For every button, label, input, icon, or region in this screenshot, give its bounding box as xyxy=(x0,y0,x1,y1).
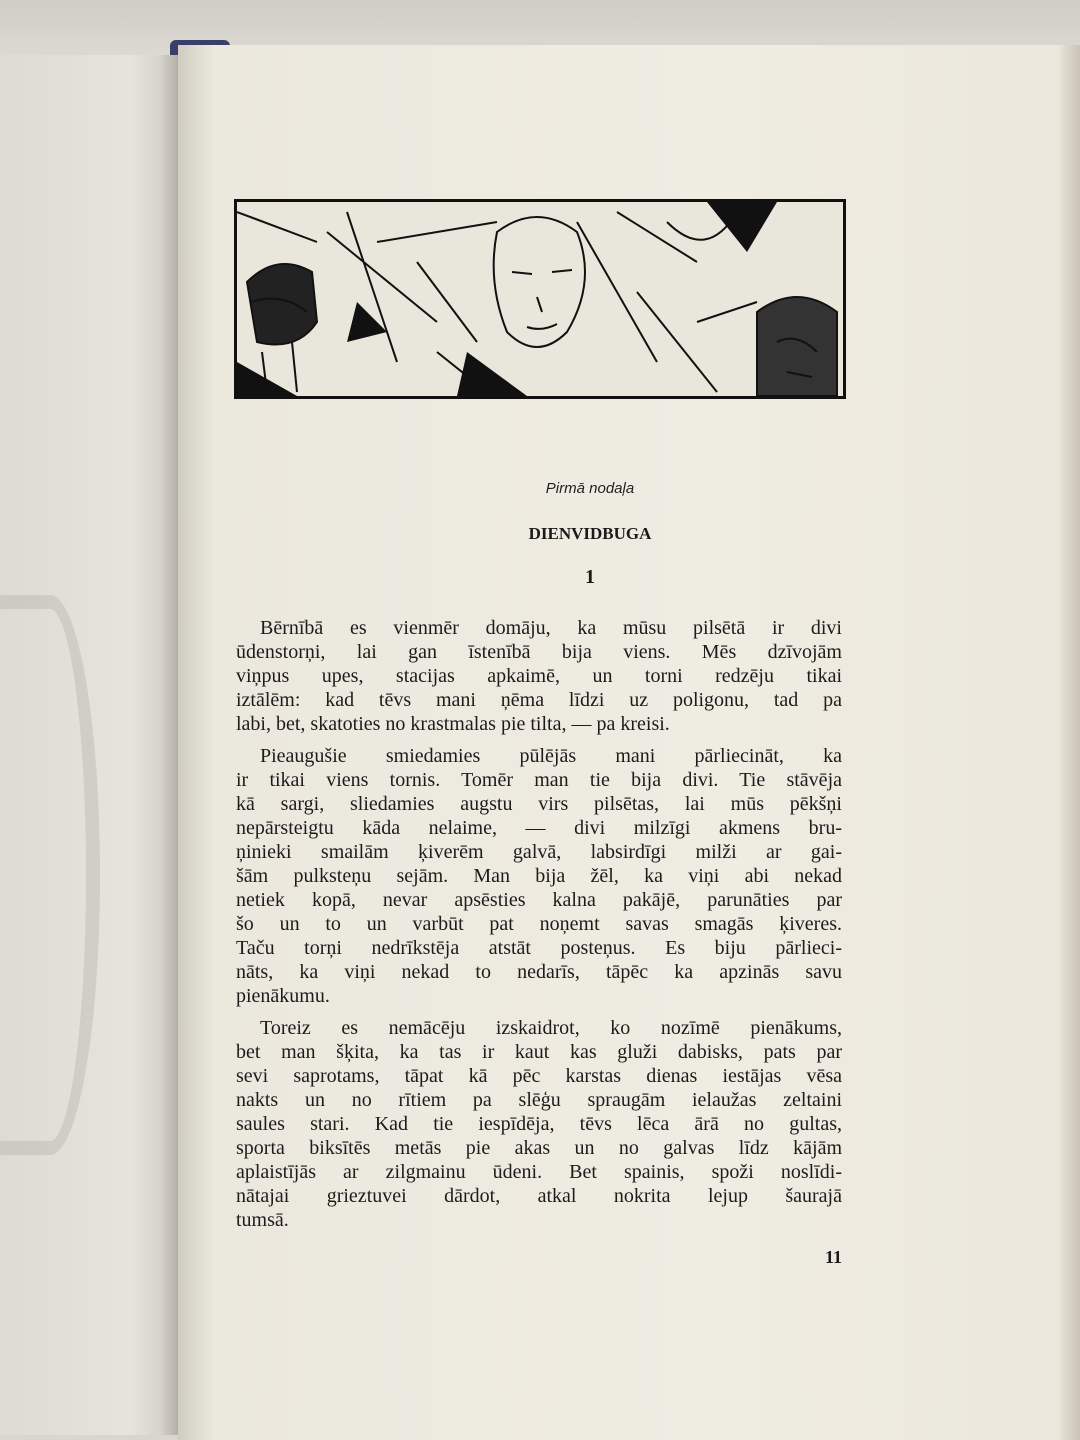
text-line: aplaistījās ar zilgmainu ūdeni. Bet spainis, spoži noslīdi- xyxy=(236,1161,842,1183)
text-line: netiek kopā, nevar apsēsties kalna pakājē, parunāties par xyxy=(236,889,842,911)
text-line: Bērnībā es vienmēr domāju, ka mūsu pilsētā ir divi xyxy=(260,617,842,639)
text-line: nakts un no rītiem pa slēģu spraugām ielaužas zeltaini xyxy=(236,1089,842,1111)
text-line: Toreiz es nemācēju izskaidrot, ko nozīmē pienākums, xyxy=(260,1017,842,1039)
text-line: ir tikai viens tornis. Tomēr man tie bija divi. Tie stāvēja xyxy=(236,769,842,791)
paragraph xyxy=(236,744,842,1008)
text-line: nāts, ka viņi nekad to nedarīs, tāpēc ka apzinās savu xyxy=(236,961,842,983)
text-line: Pieaugušie smiedamies pūlējās mani pārliecināt, ka xyxy=(260,745,842,767)
text-line: nātajai grieztuvei dārdot, atkal nokrita lejup šaurajā xyxy=(236,1185,842,1207)
text-line: bet man šķita, ka tas ir kaut kas gluži dabisks, pats par xyxy=(236,1041,842,1063)
text-line: Taču torņi nedrīkstēja atstāt posteņus. Es biju pārlieci- xyxy=(236,937,842,959)
text-line: sevi saprotams, tāpat kā pēc karstas dienas iestājas vēsa xyxy=(236,1065,842,1087)
page-number: 11 xyxy=(824,1247,842,1267)
text-line: ņinieki smailām ķiverēm galvā, labsirdīgi milži ar gai- xyxy=(236,841,842,863)
text-line: iztālēm: kad tēvs mani ņēma līdzi uz poligonu, tad pa xyxy=(236,689,842,711)
text-line: pienākumu. xyxy=(236,985,330,1007)
text-line: sporta biksītēs metās pie akas un no galvas līdz kājām xyxy=(236,1137,842,1159)
text-line: labi, bet, skatoties no krastmalas pie tilta, — pa kreisi. xyxy=(236,713,670,735)
chapter-label: Pirmā nodaļa xyxy=(545,480,635,497)
bleed-through-illustration xyxy=(0,595,100,1155)
text-line: tumsā. xyxy=(236,1209,289,1231)
section-number: 1 xyxy=(585,566,595,588)
paragraph xyxy=(236,616,842,736)
text-line: šo un to un varbūt pat noņemt savas smagās ķiveres. xyxy=(236,913,842,935)
chapter-title: DIENVIDBUGA xyxy=(528,524,652,543)
text-line: šām pulksteņu sejām. Man bija žēl, ka viņi abi nekad xyxy=(236,865,842,887)
chapter-illustration xyxy=(234,199,846,399)
body-text xyxy=(236,616,842,1240)
left-page xyxy=(0,55,186,1435)
text-line: saules stari. Kad tie iespīdēja, tēvs lēca ārā no gultas, xyxy=(236,1113,842,1135)
page-edge xyxy=(1060,45,1080,1440)
text-line: viņpus upes, stacijas apkaimē, un torni redzēju tikai xyxy=(236,665,842,687)
text-line: ūdenstorņi, lai gan īstenībā bija viens. Mēs dzīvojām xyxy=(236,641,842,663)
text-line: kā sargi, sliedamies augstu virs pilsētas, lai mūs pēkšņi xyxy=(236,793,842,815)
paragraph xyxy=(236,1016,842,1232)
illustration-sketch xyxy=(237,202,843,396)
text-line: nepārsteigtu kāda nelaime, — divi milzīgi akmens bru- xyxy=(236,817,842,839)
